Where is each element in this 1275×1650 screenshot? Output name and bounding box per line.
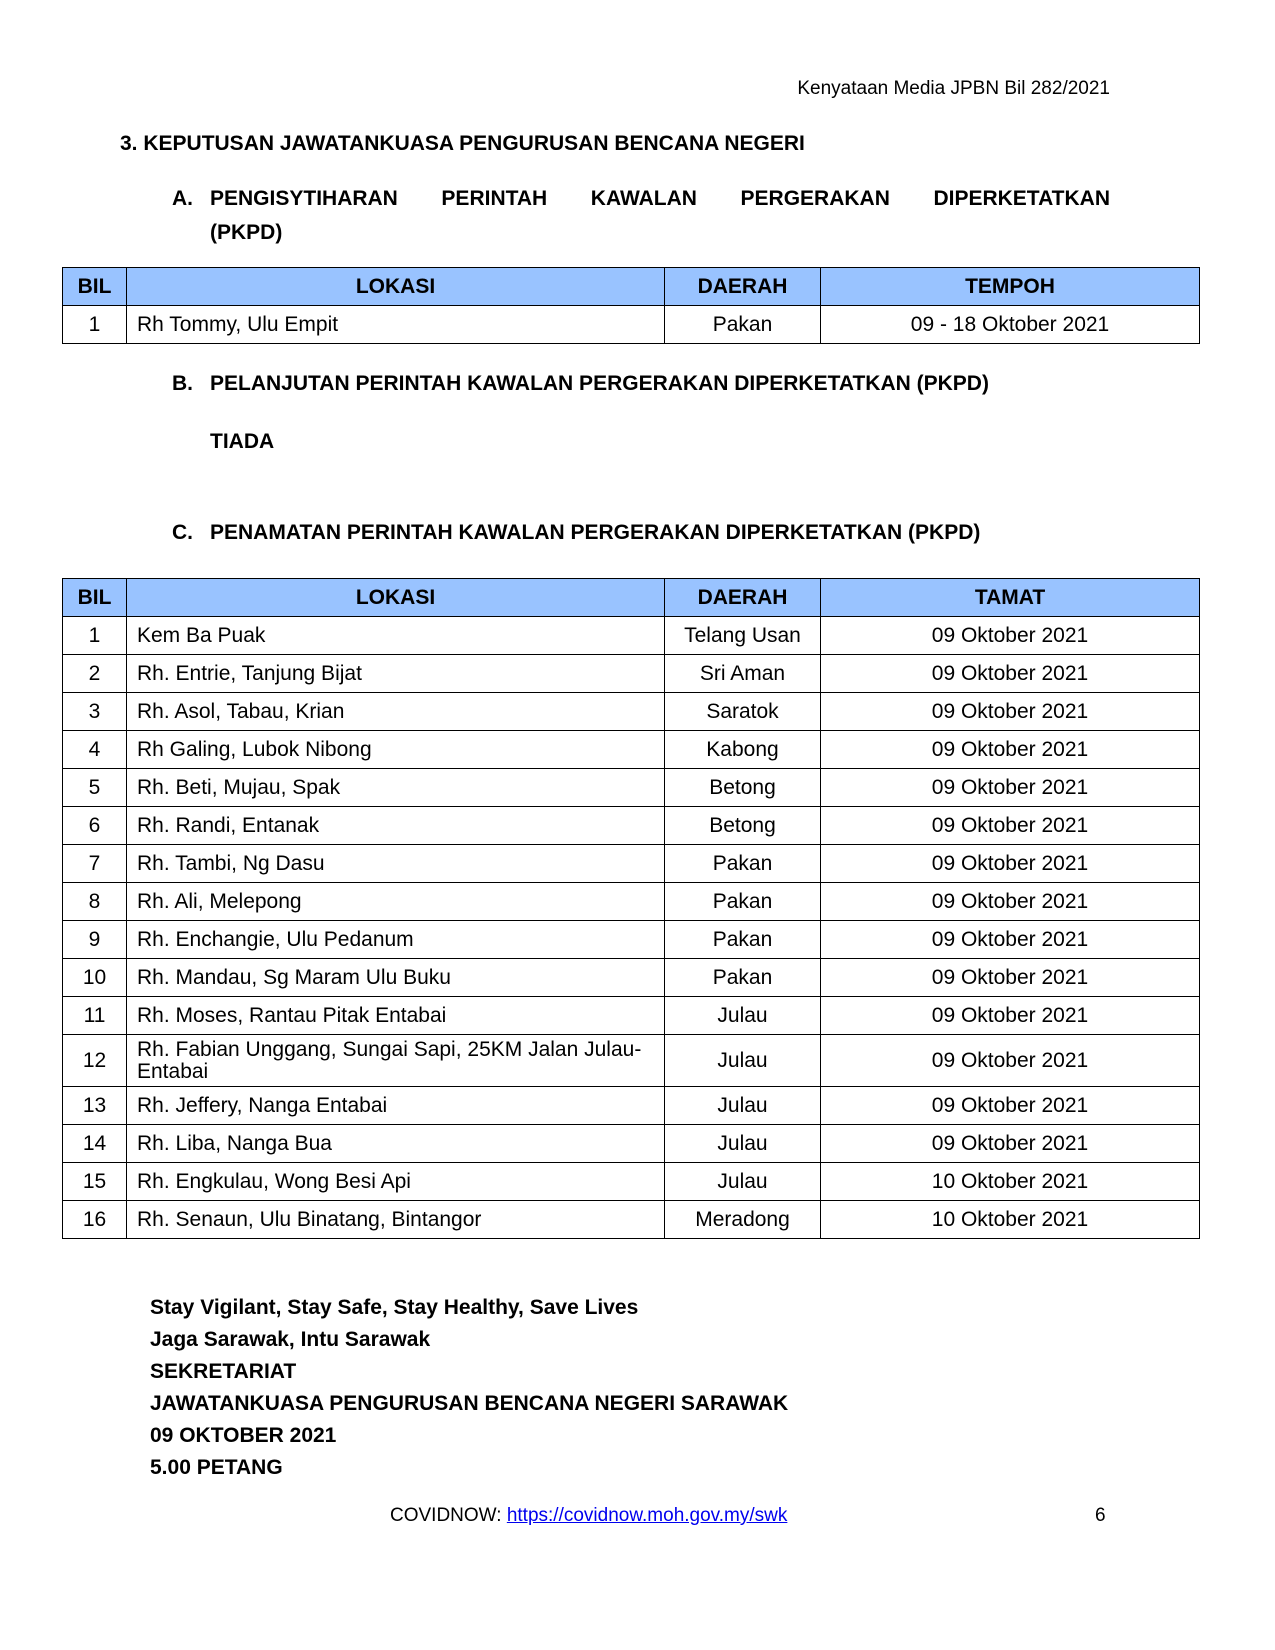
cell-bil: 16 (63, 1201, 127, 1239)
cell-lokasi: Rh. Asol, Tabau, Krian (127, 693, 665, 731)
column-header-bil: BIL (63, 268, 127, 306)
cell-lokasi: Rh. Mandau, Sg Maram Ulu Buku (127, 959, 665, 997)
cell-tamat: 10 Oktober 2021 (821, 1201, 1200, 1239)
pkpd-declaration-table (62, 267, 1200, 344)
table-row (63, 306, 1200, 344)
cell-tamat: 09 Oktober 2021 (821, 731, 1200, 769)
cell-lokasi: Rh. Engkulau, Wong Besi Api (127, 1163, 665, 1201)
cell-lokasi: Rh. Beti, Mujau, Spak (127, 769, 665, 807)
footer-covidnow (390, 1505, 787, 1527)
table-row (63, 845, 1200, 883)
cell-bil: 1 (63, 306, 127, 344)
cell-lokasi: Rh. Jeffery, Nanga Entabai (127, 1087, 665, 1125)
closing-slogan: Stay Vigilant, Stay Safe, Stay Healthy, Save Lives (150, 1296, 639, 1319)
cell-tamat: 09 Oktober 2021 (821, 921, 1200, 959)
table-row (63, 617, 1200, 655)
cell-daerah: Pakan (665, 883, 821, 921)
table-row (63, 959, 1200, 997)
cell-lokasi: Rh Galing, Lubok Nibong (127, 731, 665, 769)
cell-tamat: 09 Oktober 2021 (821, 617, 1200, 655)
cell-lokasi: Rh. Liba, Nanga Bua (127, 1125, 665, 1163)
closing-sekretariat: SEKRETARIAT (150, 1360, 297, 1383)
cell-lokasi: Rh. Senaun, Ulu Binatang, Bintangor (127, 1201, 665, 1239)
table-header-row (63, 579, 1200, 617)
table-row (63, 731, 1200, 769)
cell-tamat: 10 Oktober 2021 (821, 1163, 1200, 1201)
part-b-body: TIADA (210, 430, 275, 453)
cell-tamat: 09 Oktober 2021 (821, 959, 1200, 997)
cell-daerah: Telang Usan (665, 617, 821, 655)
cell-daerah: Saratok (665, 693, 821, 731)
table-row (63, 693, 1200, 731)
pkpd-termination-table (62, 578, 1200, 1239)
cell-tamat: 09 Oktober 2021 (821, 693, 1200, 731)
cell-tamat: 09 Oktober 2021 (821, 807, 1200, 845)
cell-bil: 10 (63, 959, 127, 997)
table-row (63, 1125, 1200, 1163)
footer-label: COVIDNOW: (390, 1505, 502, 1526)
cell-daerah: Julau (665, 1125, 821, 1163)
cell-lokasi: Rh. Ali, Melepong (127, 883, 665, 921)
cell-tamat: 09 Oktober 2021 (821, 883, 1200, 921)
column-header-bil: BIL (63, 579, 127, 617)
cell-daerah: Julau (665, 997, 821, 1035)
table-row (63, 807, 1200, 845)
cell-daerah: Betong (665, 807, 821, 845)
cell-lokasi: Rh. Fabian Unggang, Sungai Sapi, 25KM Jalan Julau-Entabai (127, 1035, 665, 1087)
column-header-tamat: TAMAT (821, 579, 1200, 617)
table-row (63, 921, 1200, 959)
cell-bil: 1 (63, 617, 127, 655)
cell-daerah: Julau (665, 1087, 821, 1125)
cell-bil: 9 (63, 921, 127, 959)
cell-bil: 13 (63, 1087, 127, 1125)
cell-daerah: Pakan (665, 921, 821, 959)
section-title: 3. KEPUTUSAN JAWATANKUASA PENGURUSAN BENCANA NEGERI (120, 132, 805, 155)
cell-tamat: 09 Oktober 2021 (821, 845, 1200, 883)
cell-daerah: Sri Aman (665, 655, 821, 693)
closing-date: 09 OKTOBER 2021 (150, 1424, 337, 1447)
cell-bil: 4 (63, 731, 127, 769)
part-b-letter: B. (172, 372, 193, 395)
cell-daerah: Pakan (665, 959, 821, 997)
cell-lokasi: Rh. Randi, Entanak (127, 807, 665, 845)
cell-bil: 11 (63, 997, 127, 1035)
cell-lokasi: Rh. Tambi, Ng Dasu (127, 845, 665, 883)
table-header-row (63, 268, 1200, 306)
covidnow-link[interactable]: https://covidnow.moh.gov.my/swk (506, 1505, 788, 1526)
cell-bil: 3 (63, 693, 127, 731)
cell-bil: 7 (63, 845, 127, 883)
table-row (63, 769, 1200, 807)
part-a-title: PENGISYTIHARAN PERINTAH KAWALAN PERGERAKAN DIPERKETATKAN (210, 187, 1110, 210)
closing-time: 5.00 PETANG (150, 1456, 283, 1479)
cell-tamat: 09 Oktober 2021 (821, 1125, 1200, 1163)
cell-daerah: Julau (665, 1035, 821, 1087)
cell-daerah: Betong (665, 769, 821, 807)
cell-daerah: Meradong (665, 1201, 821, 1239)
cell-tamat: 09 Oktober 2021 (821, 1087, 1200, 1125)
cell-lokasi: Rh. Enchangie, Ulu Pedanum (127, 921, 665, 959)
column-header-lokasi: LOKASI (127, 579, 665, 617)
column-header-daerah: DAERAH (665, 579, 821, 617)
cell-lokasi: Rh. Entrie, Tanjung Bijat (127, 655, 665, 693)
cell-bil: 12 (63, 1035, 127, 1087)
cell-daerah: Pakan (665, 845, 821, 883)
cell-daerah: Julau (665, 1163, 821, 1201)
cell-lokasi: Rh. Moses, Rantau Pitak Entabai (127, 997, 665, 1035)
cell-tamat: 09 Oktober 2021 (821, 997, 1200, 1035)
table-row (63, 1087, 1200, 1125)
cell-daerah: Pakan (665, 306, 821, 344)
table-row (63, 883, 1200, 921)
column-header-lokasi: LOKASI (127, 268, 665, 306)
closing-committee: JAWATANKUASA PENGURUSAN BENCANA NEGERI SARAWAK (150, 1392, 789, 1415)
part-c-title: PENAMATAN PERINTAH KAWALAN PERGERAKAN DIPERKETATKAN (PKPD) (210, 521, 981, 544)
table-row (63, 655, 1200, 693)
cell-lokasi: Rh Tommy, Ulu Empit (127, 306, 665, 344)
cell-tamat: 09 Oktober 2021 (821, 655, 1200, 693)
cell-lokasi: Kem Ba Puak (127, 617, 665, 655)
media-statement-reference: Kenyataan Media JPBN Bil 282/2021 (797, 78, 1110, 99)
table-row (63, 997, 1200, 1035)
cell-bil: 6 (63, 807, 127, 845)
table-row (63, 1163, 1200, 1201)
cell-tamat: 09 Oktober 2021 (821, 1035, 1200, 1087)
part-b-title: PELANJUTAN PERINTAH KAWALAN PERGERAKAN DIPERKETATKAN (PKPD) (210, 372, 989, 395)
table-row (63, 1035, 1200, 1087)
cell-bil: 2 (63, 655, 127, 693)
part-a-title-cont: (PKPD) (210, 221, 283, 244)
table-row (63, 1201, 1200, 1239)
cell-tamat: 09 Oktober 2021 (821, 769, 1200, 807)
column-header-daerah: DAERAH (665, 268, 821, 306)
cell-daerah: Kabong (665, 731, 821, 769)
closing-tagline: Jaga Sarawak, Intu Sarawak (150, 1328, 431, 1351)
cell-bil: 8 (63, 883, 127, 921)
cell-tempoh: 09 - 18 Oktober 2021 (821, 306, 1200, 344)
cell-bil: 14 (63, 1125, 127, 1163)
part-c-letter: C. (172, 521, 193, 544)
cell-bil: 15 (63, 1163, 127, 1201)
cell-bil: 5 (63, 769, 127, 807)
part-a-letter: A. (172, 187, 193, 210)
column-header-tempoh: TEMPOH (821, 268, 1200, 306)
page-number: 6 (1095, 1505, 1106, 1526)
